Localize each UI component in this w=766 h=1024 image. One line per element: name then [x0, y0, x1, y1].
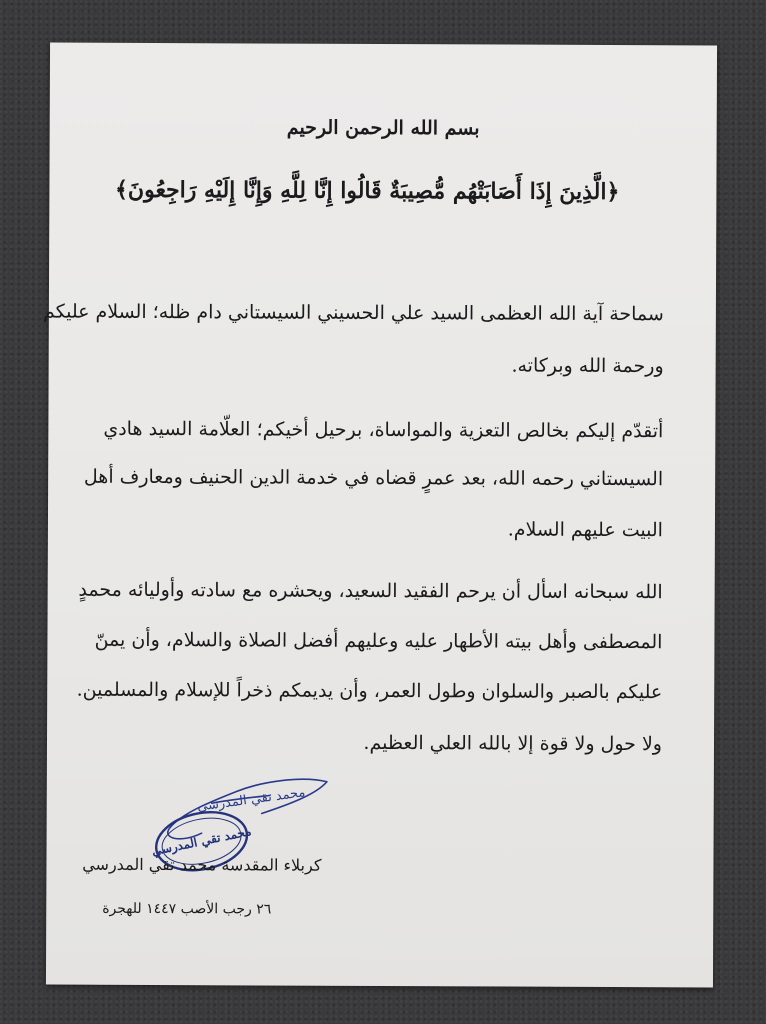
- place-and-signatory: كربلاء المقدسة محمد تقي المدرسي: [82, 854, 322, 875]
- prayer-line-3: عليكم بالصبر والسلوان وطول العمر، وأن يديمكم ذخراً للإسلام والمسلمين.: [76, 678, 663, 704]
- bismillah-heading: بسم الله الرحمن الرحيم: [286, 116, 480, 140]
- condolence-line-2: السيستاني رحمه الله، بعد عمرٍ قضاه في خدمة الدين الحنيف ومعارف أهل: [83, 465, 664, 491]
- salutation-line-1: سماحة آية الله العظمى السيد علي الحسيني السيستاني دام ظله؛ السلام عليكم: [42, 300, 664, 326]
- condolence-line-1: أتقدّم إليكم بخالص التعزية والمواساة، برحيل أخيكم؛ العلّامة السيد هادي: [103, 417, 664, 443]
- prayer-line-2: المصطفى وأهل بيته الأطهار عليه وعليهم أفضل الصلاة والسلام، وأن يمنّ: [94, 628, 663, 654]
- closing-line: ولا حول ولا قوة إلا بالله العلي العظيم.: [363, 731, 663, 756]
- seal-stamp: محمد تقي المدرسي: [150, 824, 253, 859]
- letter-paper: [42, 43, 717, 988]
- condolence-line-3: البيت عليهم السلام.: [507, 518, 663, 542]
- handwritten-signature: محمد تقي المدرسي: [196, 785, 307, 815]
- salutation-line-2: ورحمة الله وبركاته.: [511, 354, 664, 378]
- prayer-line-1: الله سبحانه اسأل أن يرحم الفقيد السعيد، ويحشره مع سادته وأوليائه محمدٍ: [78, 578, 663, 604]
- quran-verse: ﴿الَّذِينَ إِذَا أَصَابَتْهُم مُّصِيبَةٌ قَالُوا إِنَّا لِلَّهِ وَإِنَّا إِلَيْهِ رَاجِعُونَ﴾: [115, 176, 620, 206]
- hijri-date: ٢٦ رجب الأصب ١٤٤٧ للهجرة: [102, 900, 272, 918]
